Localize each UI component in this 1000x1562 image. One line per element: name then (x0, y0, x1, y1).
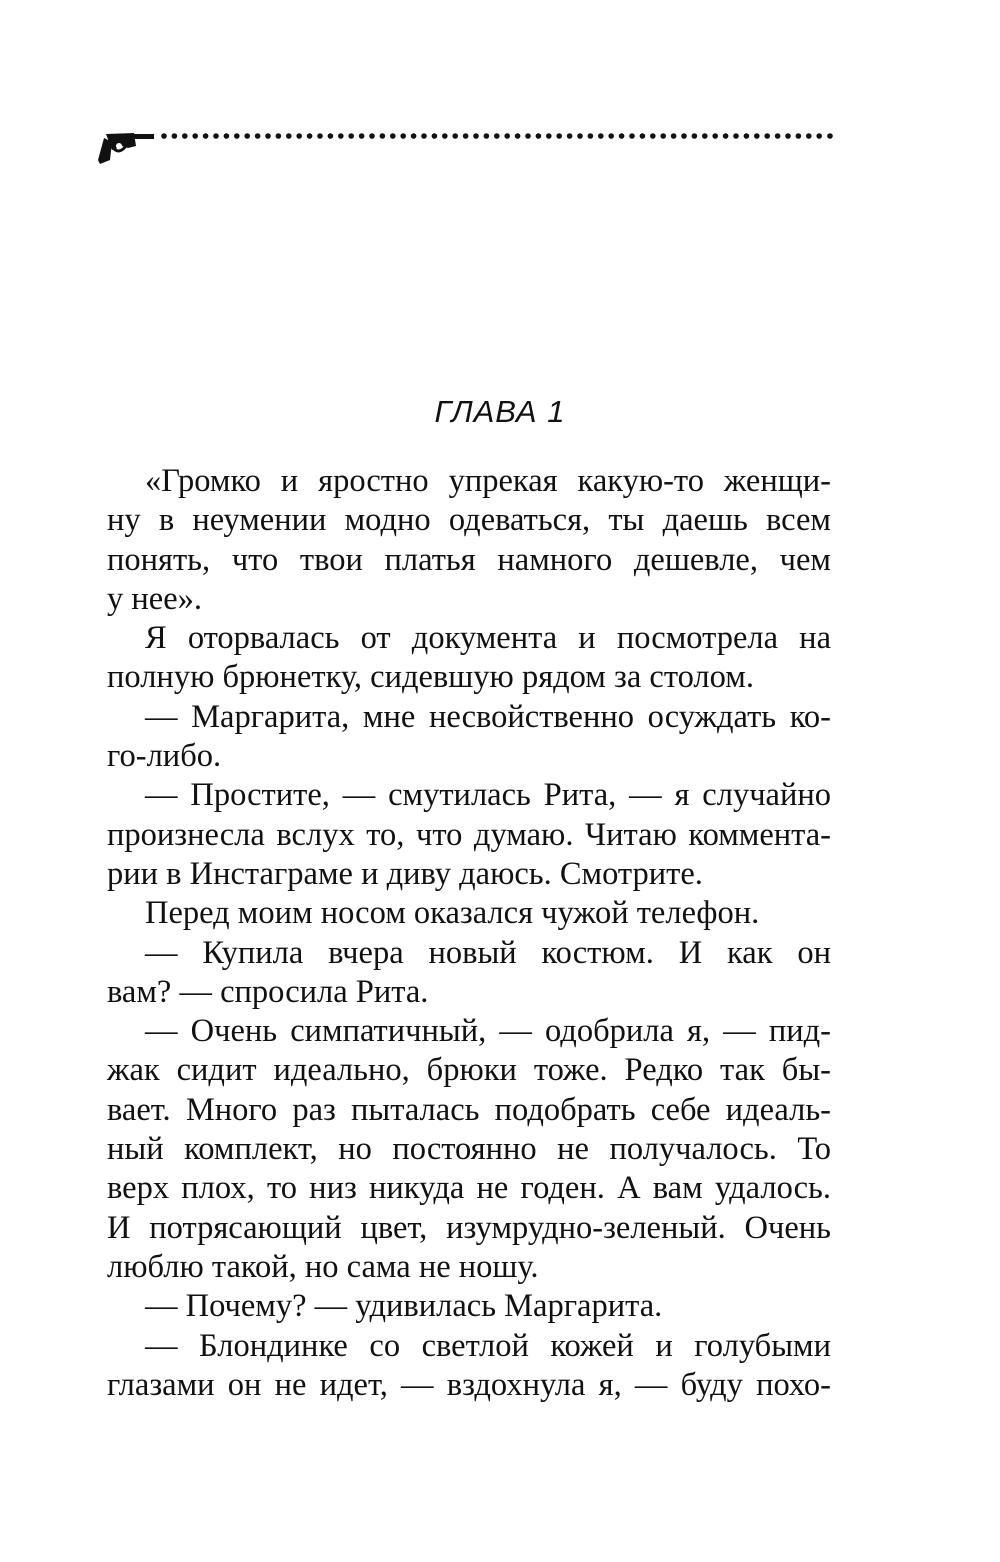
ornament-dot (369, 133, 375, 139)
text-line: — Купила вчера новый костюм. И как он (145, 934, 831, 971)
ornament-dot (192, 133, 198, 139)
ornament-dot (702, 133, 708, 139)
text-line: — Простите, — смутилась Рита, — я случайно (145, 777, 831, 814)
ornament-dot (213, 133, 219, 139)
ornament-dot (712, 133, 718, 139)
text-line: ный комплект, но постоянно не получалось. То (107, 1131, 831, 1168)
ornament-dot (296, 133, 302, 139)
ornament-dot (733, 133, 739, 139)
ornament-dot (692, 133, 698, 139)
ornament-dot (681, 133, 687, 139)
ornament-dot (764, 133, 770, 139)
ornament-dot (307, 133, 313, 139)
ornament-dot (660, 133, 666, 139)
ornament-dot (421, 133, 427, 139)
text-line: «Громко и яростно упрекая какую-то женщи- (145, 463, 831, 499)
ornament-dot (567, 133, 573, 139)
text-line: вает. Много раз пыталась подобрать себе идеаль- (107, 1091, 831, 1128)
text-line: рии в Инстаграме и диву даюсь. Смотрите. (107, 855, 703, 892)
ornament-dot (577, 133, 583, 139)
ornament-dot (744, 133, 750, 139)
text-line: го-либо. (107, 738, 222, 775)
ornament-dot (463, 133, 469, 139)
ornament-dot (608, 133, 614, 139)
ornament-dot (515, 133, 521, 139)
text-line: люблю такой, но сама не ношу. (107, 1248, 539, 1285)
ornament-dot (484, 133, 490, 139)
ornament-dot (390, 133, 396, 139)
ornament-dot (504, 133, 510, 139)
text-line: верх плох, то низ никуда не годен. А вам удалось. (107, 1170, 831, 1207)
ornament-dot (796, 133, 802, 139)
text-line: глазами он не идет, — вздохнула я, — буду похо- (107, 1366, 831, 1403)
ornament-dot (723, 133, 729, 139)
ornament-dot (359, 133, 365, 139)
ornament-dot (380, 133, 386, 139)
text-line: произнесла вслух то, что думаю. Читаю коммента- (107, 816, 831, 853)
ornament-dot (224, 133, 230, 139)
ornament-dot (338, 133, 344, 139)
ornament-dot (255, 133, 261, 139)
revolver-icon (98, 124, 838, 172)
ornament-dot (442, 133, 448, 139)
text-line: ну в неумении модно одеваться, ты даешь всем (107, 502, 831, 539)
body-text (107, 462, 831, 1405)
ornament-dot (650, 133, 656, 139)
ornament-dot (400, 133, 406, 139)
ornament-dot (432, 133, 438, 139)
ornament-dot (286, 133, 292, 139)
ornament-dot (754, 133, 760, 139)
ornament-dot (161, 133, 167, 139)
ornament-dot (556, 133, 562, 139)
ornament-dot (827, 133, 833, 139)
ornament-dot (172, 133, 178, 139)
ornament-dot (234, 133, 240, 139)
ornament-dot (473, 133, 479, 139)
text-line: — Очень симпатичный, — одобрила я, — пид- (145, 1013, 831, 1050)
text-line: — Почему? — удивилась Маргарита. (145, 1288, 663, 1325)
ornament-dot (244, 133, 250, 139)
ornament-dot (203, 133, 209, 139)
ornament-dot (619, 133, 625, 139)
ornament-dot (348, 133, 354, 139)
ornament-dot (806, 133, 812, 139)
text-line: — Маргарита, мне несвойственно осуждать ко- (145, 698, 831, 735)
ornament-dot (265, 133, 271, 139)
ornament-dot (629, 133, 635, 139)
text-line: у нее». (107, 580, 202, 617)
ornament-dot (317, 133, 323, 139)
text-line: вам? — спросила Рита. (107, 973, 429, 1010)
text-line: — Блондинке со светлой кожей и голубыми (145, 1327, 831, 1364)
ornament-dot (785, 133, 791, 139)
ornament-dot (588, 133, 594, 139)
ornament-dot (328, 133, 334, 139)
ornament-dot (775, 133, 781, 139)
ornament-dot (546, 133, 552, 139)
text-line: И потрясающий цвет, изумрудно-зеленый. Очень (107, 1209, 831, 1246)
ornament-dot (671, 133, 677, 139)
text-line: жак сидит идеально, брюки тоже. Редко так бы- (107, 1052, 831, 1089)
ornament-dot (598, 133, 604, 139)
header-ornament (98, 124, 838, 172)
text-line: Я оторвалась от документа и посмотрела на (145, 620, 831, 657)
ornament-dot (816, 133, 822, 139)
ornament-dot (640, 133, 646, 139)
chapter-title: ГЛАВА 1 (434, 394, 566, 429)
text-line: Перед моим носом оказался чужой телефон. (145, 895, 760, 932)
ornament-dot (411, 133, 417, 139)
ornament-dot (525, 133, 531, 139)
text-line: понять, что твои платья намного дешевле, чем (107, 541, 831, 578)
ornament-dot (182, 133, 188, 139)
ornament-dot (536, 133, 542, 139)
ornament-dot (494, 133, 500, 139)
ornament-dot (276, 133, 282, 139)
text-line: полную брюнетку, сидевшую рядом за столом. (107, 659, 754, 696)
ornament-dot (452, 133, 458, 139)
